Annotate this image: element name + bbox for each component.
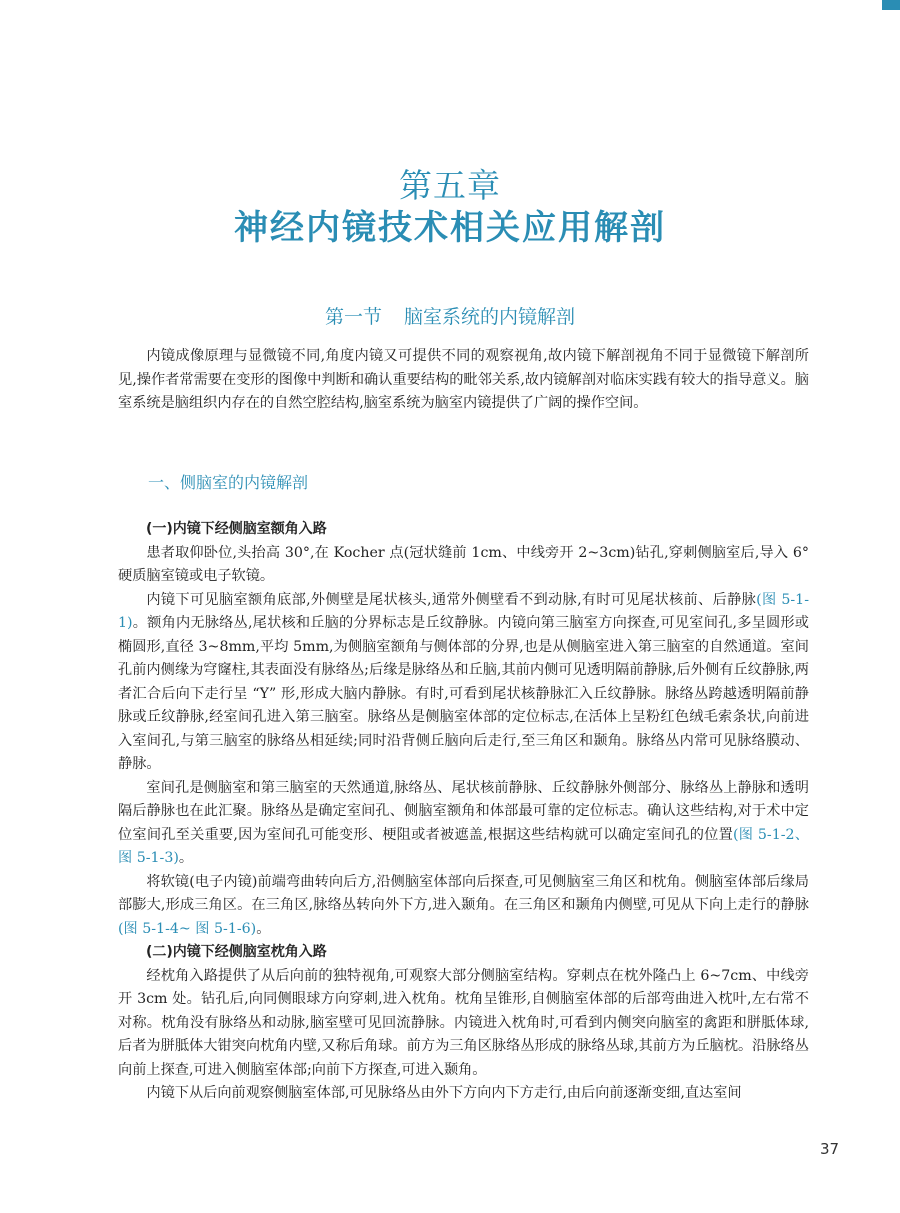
- section-label: 第一节: [324, 306, 382, 328]
- intro-paragraph: 内镜成像原理与显微镜不同,角度内镜又可提供不同的观察视角,故内镜下解剖视角不同于显微镜下解剖所见,操作者常需要在变形的图像中判断和确认重要结构的毗邻关系,故内镜解剖对临床实践有较大的指导意义。脑室系统是脑组织内存在的自然空腔结构,脑室系统为脑室内镜提供了广阔的操作空间。: [118, 348, 809, 411]
- section-title: 脑室系统的内镜解剖: [404, 306, 576, 328]
- section-heading: [0, 302, 900, 329]
- figure-reference-link[interactable]: (图 5-1-1): [118, 591, 809, 631]
- paragraph-text: 。: [178, 850, 194, 866]
- paragraph-text: 。额角内无脉络丛,尾状核和丘脑的分界标志是丘纹静脉。内镜向第三脑室方向探查,可见室间孔,多呈圆形或椭圆形,直径 3~8mm,平均 5mm,为侧脑室额角与侧体部的分界,也是从侧脑室进入第三脑室的自然通道。室间孔前内侧缘为穹窿柱,其表面没有脉络丛;后缘是脉络丛和丘脑,其前内侧可见透明隔前静脉,后外侧有丘纹静脉,两者汇合后向下走行呈 “Y” 形,形成大脑内静脉。有时,可看到尾状核静脉汇入丘纹静脉。脉络丛跨越透明隔前静脉或丘纹静脉,经室间孔进入第三脑室。脉络丛是侧脑室体部的定位标志,在活体上呈粉红色绒毛索条状,向前进入室间孔,与第三脑室的脉络丛相延续;同时沿背侧丘脑向后走行,至三角区和颞角。脉络丛内常可见脉络膜动、静脉。: [118, 615, 809, 772]
- corner-tab-mark: [882, 0, 900, 10]
- page-number: 37: [820, 1140, 840, 1158]
- subheading-frontal-horn-approach: (一)内镜下经侧脑室额角入路: [146, 521, 327, 537]
- paragraph: [118, 777, 809, 871]
- intro-block: [118, 345, 809, 416]
- chapter-number: 第五章: [399, 166, 501, 205]
- paragraph: 经枕角入路提供了从后向前的独特视角,可观察大部分侧脑室结构。穿刺点在枕外隆凸上 6~7cm、中线旁开 3cm 处。钻孔后,向同侧眼球方向穿刺,进入枕角。枕角呈锥形,自侧脑室体部的后部弯曲进入枕叶,左右常不对称。枕角没有脉络丛和动脉,脑室壁可见回流静脉。内镜进入枕角时,可看到内侧突向脑室的禽距和胼胝体球,后者为胼胝体大钳突向枕角内壁,又称后角球。前方为三角区脉络丛形成的脉络丛球,其前方为丘脑枕。沿脉络丛向前上探查,可进入侧脑室体部;向前下方探查,可进入颞角。: [118, 967, 809, 1078]
- paragraph: 患者取仰卧位,头抬高 30°,在 Kocher 点(冠状缝前 1cm、中线旁开 2~3cm)钻孔,穿刺侧脑室后,导入 6° 硬质脑室镜或电子软镜。: [118, 544, 809, 584]
- figure-reference-link[interactable]: (图 5-1-4~ 图 5-1-6): [118, 920, 257, 937]
- heading-lateral-ventricle: 一、侧脑室的内镜解剖: [148, 473, 309, 492]
- main-body: [118, 518, 809, 1106]
- chapter-title: 神经内镜技术相关应用解剖: [234, 208, 666, 248]
- paragraph: [118, 871, 809, 942]
- paragraph: [118, 589, 809, 777]
- paragraph-text: 室间孔是侧脑室和第三脑室的天然通道,脉络丛、尾状核前静脉、丘纹静脉外侧部分、脉络丛上静脉和透明隔后静脉也在此汇聚。脉络丛是确定室间孔、侧脑室额角和体部最可靠的定位标志。确认这些结构,对于术中定位室间孔至关重要,因为室间孔可能变形、梗阻或者被遮盖,根据这些结构就可以确定室间孔的位置: [118, 779, 809, 843]
- subheading-occipital-horn-approach: (二)内镜下经侧脑室枕角入路: [146, 944, 327, 960]
- paragraph-text: 。: [256, 920, 271, 937]
- figure-reference-link[interactable]: (图 5-1-2、图 5-1-3): [118, 826, 809, 866]
- paragraph: 内镜下从后向前观察侧脑室体部,可见脉络丛由外下方向内下方走行,由后向前逐渐变细,直达室间: [146, 1085, 742, 1101]
- paragraph-text: 将软镜(电子内镜)前端弯曲转向后方,沿侧脑室体部向后探查,可见侧脑室三角区和枕角。侧脑室体部后缘局部膨大,形成三角区。在三角区,脉络丛转向外下方,进入颞角。在三角区和颞角内侧壁,可见从下向上走行的静脉: [118, 873, 809, 913]
- paragraph-text: 内镜下可见脑室额角底部,外侧壁是尾状核头,通常外侧壁看不到动脉,有时可见尾状核前、后静脉: [146, 591, 757, 608]
